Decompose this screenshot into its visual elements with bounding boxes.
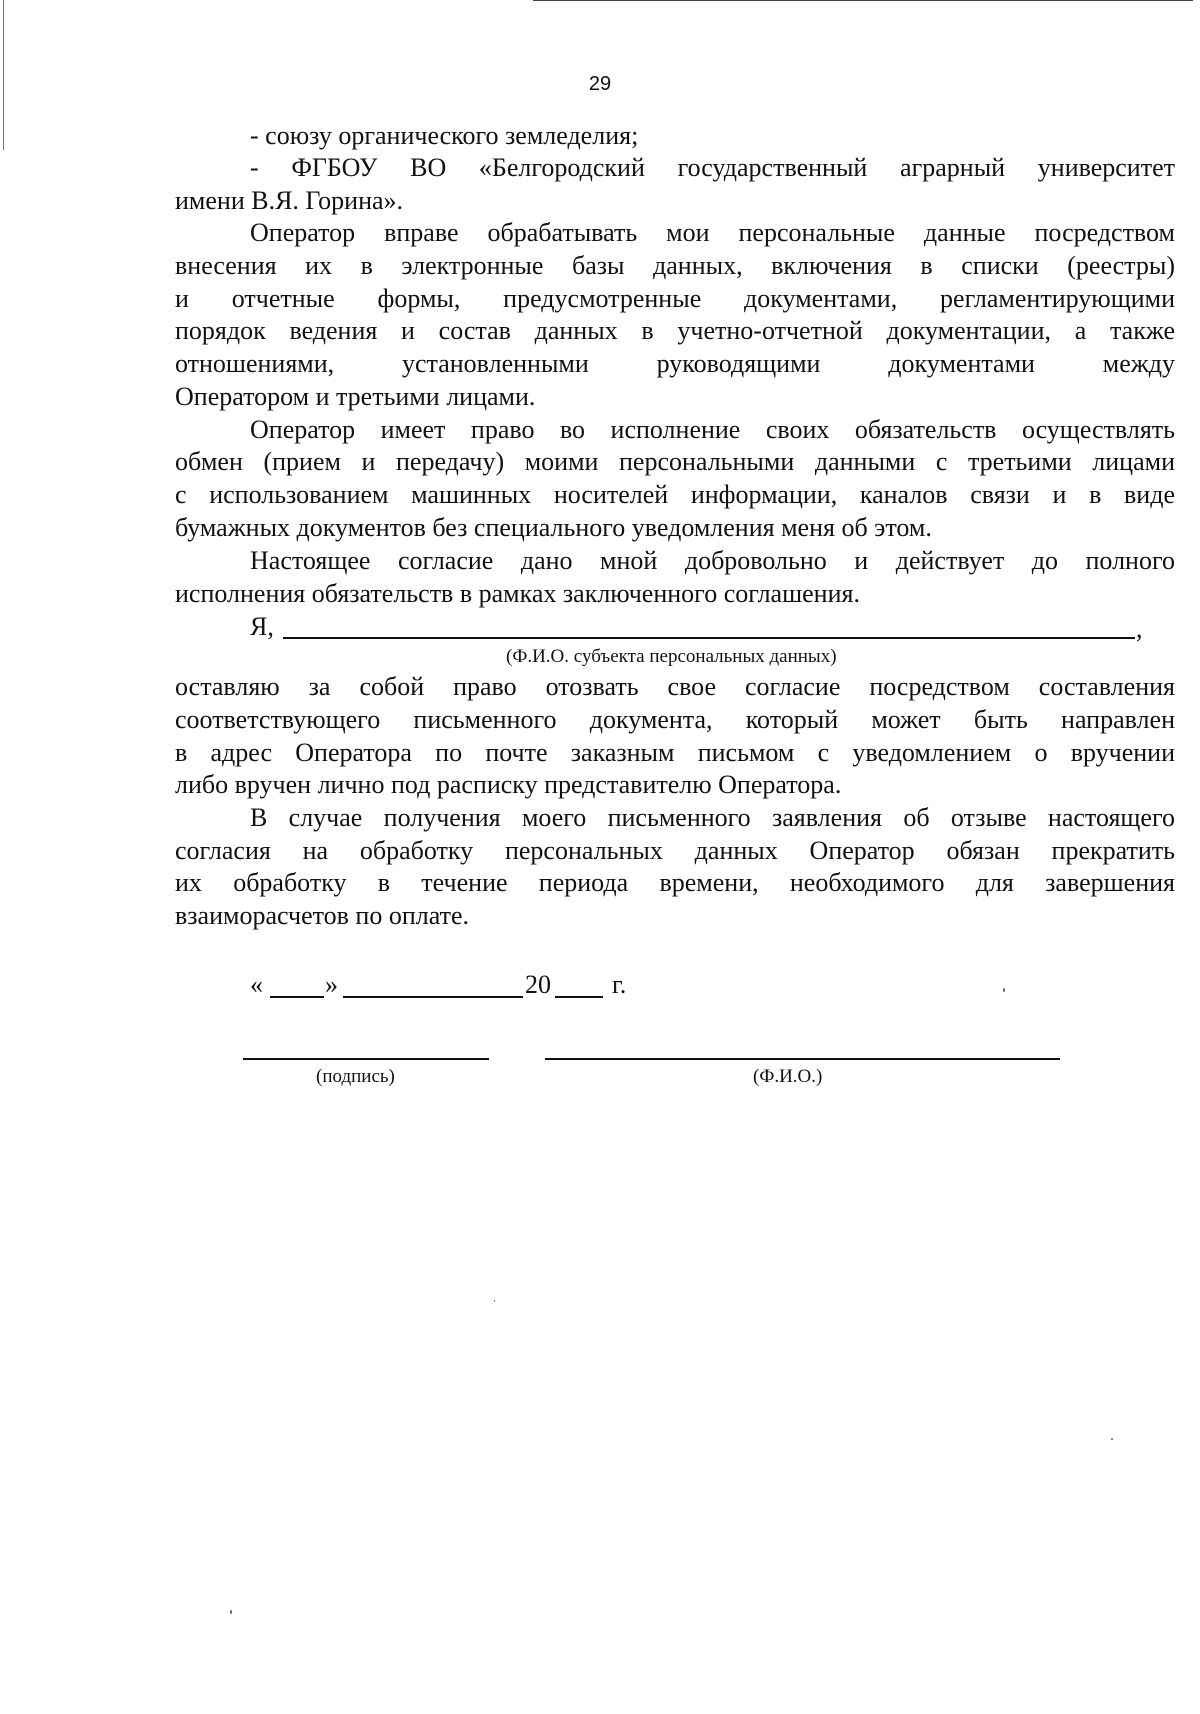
scan-speck: [230, 1610, 232, 1614]
paragraph-line: бумажных документов без специального уведомления меня об этом.: [175, 513, 932, 542]
paragraph-line: внесения их в электронные базы данных, включения в списки (реестры): [175, 251, 1175, 280]
signature-caption: (подпись): [316, 1066, 395, 1087]
date-month-blank[interactable]: [343, 995, 523, 998]
paragraph-line: Настоящее согласие дано мной добровольно и действует до полного: [250, 546, 1175, 575]
paragraph-line: с использованием машинных носителей информации, каналов связи и в виде: [175, 480, 1175, 509]
name-caption: (Ф.И.О.): [753, 1066, 823, 1087]
scan-speck: [1003, 988, 1005, 992]
paragraph-line: согласия на обработку персональных данных Оператор обязан прекратить: [175, 836, 1175, 865]
paragraph-line: в адрес Оператора по почте заказным письмом с уведомлением о вручении: [175, 738, 1175, 767]
fio-blank-field[interactable]: [283, 636, 1135, 639]
list-item-organic-union: - союзу органического земледелия;: [250, 121, 639, 150]
fio-caption: (Ф.И.О. субъекта персональных данных): [506, 646, 837, 667]
paragraph-line: отношениями, установленными руководящими документами между: [175, 349, 1175, 378]
paragraph-line: и отчетные формы, предусмотренные документами, регламентирующими: [175, 284, 1175, 313]
name-blank[interactable]: [545, 1057, 1060, 1060]
paragraph-line: исполнения обязательств в рамках заключенного соглашения.: [175, 579, 860, 608]
paragraph-line: обмен (прием и передачу) моими персональными данными с третьими лицами: [175, 447, 1175, 476]
paragraph-line: оставляю за собой право отозвать свое согласие посредством составления: [175, 672, 1175, 701]
scan-speck: [1111, 1438, 1113, 1440]
date-open-quote: «: [250, 970, 263, 999]
date-year-blank[interactable]: [555, 995, 603, 998]
fio-comma: ,: [1136, 614, 1143, 643]
date-year-suffix: г.: [612, 970, 627, 999]
page-number: 29: [588, 73, 612, 95]
paragraph-line: соответствующего письменного документа, который может быть направлен: [175, 705, 1175, 734]
paragraph-line: либо вручен лично под расписку представителю Оператора.: [175, 770, 842, 799]
paragraph-line: порядок ведения и состав данных в учетно-отчетной документации, а также: [175, 316, 1175, 345]
signature-blank[interactable]: [243, 1057, 489, 1060]
date-close-quote: »: [325, 970, 338, 999]
paragraph-line: В случае получения моего письменного заявления об отзыве настоящего: [250, 803, 1175, 832]
list-item-university-cont: имени В.Я. Горина».: [175, 186, 404, 215]
paragraph-line: Оператор имеет право во исполнение своих обязательств осуществлять: [250, 415, 1175, 444]
scan-edge-top: [533, 0, 1193, 1]
scan-speck: [494, 1300, 495, 1302]
paragraph-line: взаиморасчетов по оплате.: [175, 901, 469, 930]
paragraph-line: их обработку в течение периода времени, необходимого для завершения: [175, 868, 1175, 897]
fio-prefix: Я,: [250, 612, 274, 641]
date-year-prefix: 20: [525, 970, 551, 999]
date-day-blank[interactable]: [270, 995, 324, 998]
paragraph-line: Оператором и третьими лицами.: [175, 382, 536, 411]
list-item-university: - ФГБОУ ВО «Белгородский государственный аграрный университет: [250, 153, 1175, 182]
paragraph-line: Оператор вправе обрабатывать мои персональные данные посредством: [250, 218, 1175, 247]
